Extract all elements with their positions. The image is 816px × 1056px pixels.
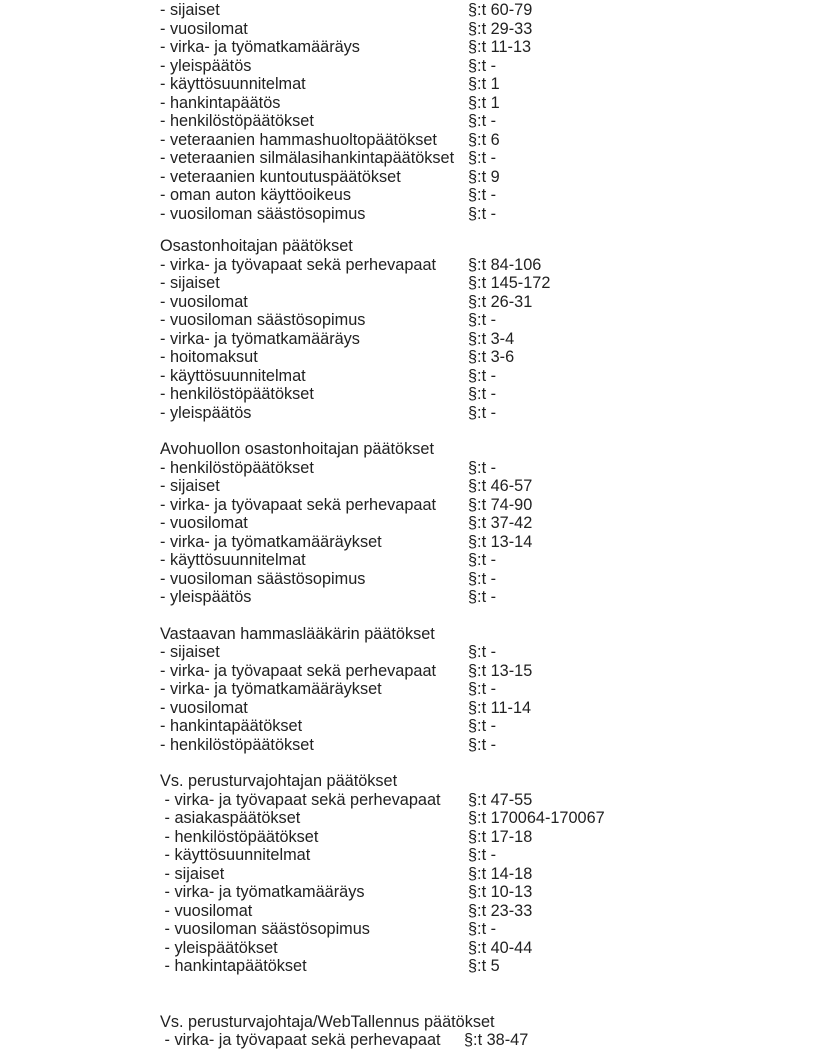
item-ref: §:t -: [468, 569, 497, 588]
item-ref: §:t -: [468, 588, 497, 606]
item-ref: §:t -: [468, 56, 497, 75]
decision-section: [160, 1, 816, 223]
item-label: - virka- ja työvapaat sekä perhevapaat: [160, 495, 437, 514]
item-label: - vuosilomat: [160, 292, 248, 311]
list-item: [160, 149, 816, 168]
item-label: - vuosilomat: [160, 514, 248, 532]
item-ref: §:t 74-90: [468, 495, 533, 514]
list-item: [160, 588, 816, 607]
item-ref: §:t -: [468, 717, 497, 735]
list-item: [160, 274, 816, 293]
item-label: - yleispäätös: [160, 588, 252, 606]
list-item: [160, 385, 816, 404]
item-ref: §:t -: [468, 643, 497, 661]
item-ref: §:t -: [468, 403, 497, 422]
item-label: - asiakaspäätökset: [160, 809, 301, 827]
item-ref: §:t 5: [468, 957, 500, 975]
item-label: - henkilöstöpäätökset: [160, 735, 314, 754]
list-item: [160, 920, 816, 939]
section-items: [160, 791, 816, 976]
item-ref: §:t -: [468, 366, 497, 385]
item-label: - yleispäätökset: [160, 938, 278, 957]
item-label: - käyttösuunnitelmat: [160, 551, 306, 569]
item-label: - käyttösuunnitelmat: [160, 75, 306, 93]
list-item: [160, 1, 816, 20]
item-ref: §:t 60-79: [468, 1, 533, 19]
item-ref: §:t 1: [468, 93, 500, 112]
item-label: - vuosilomat: [160, 19, 248, 38]
item-ref: §:t 11-14: [468, 698, 532, 717]
list-item: [160, 311, 816, 330]
item-label: - virka- ja työvapaat sekä perhevapaat: [160, 790, 441, 809]
list-item: [160, 348, 816, 367]
list-item: [160, 551, 816, 570]
item-ref: §:t 10-13: [468, 883, 533, 901]
item-label: - virka- ja työvapaat sekä perhevapaat: [160, 661, 437, 680]
list-item: [160, 57, 816, 76]
list-item: [160, 680, 816, 699]
item-label: - virka- ja työmatkamääräys: [160, 38, 360, 56]
list-item: [160, 809, 816, 828]
list-item: [160, 20, 816, 39]
decision-section: [160, 1013, 816, 1050]
list-item: [160, 699, 816, 718]
list-item: [160, 404, 816, 423]
section-heading: Vs. perusturvajohtaja/WebTallennus päätökset: [160, 1012, 495, 1031]
item-label: - yleispäätös: [160, 403, 252, 422]
item-ref: §:t -: [468, 385, 497, 403]
item-label: - käyttösuunnitelmat: [160, 366, 306, 385]
decision-section: [160, 237, 816, 422]
decision-sections-list: [160, 1, 816, 1050]
item-ref: §:t 46-57: [468, 477, 533, 495]
item-ref: §:t -: [468, 458, 497, 477]
list-item: [160, 112, 816, 131]
list-item: [160, 865, 816, 884]
list-item: [160, 75, 816, 94]
item-label: - oman auton käyttöoikeus: [160, 186, 351, 204]
item-ref: §:t 23-33: [468, 901, 533, 920]
item-ref: §:t 38-47: [464, 1031, 529, 1049]
item-ref: §:t -: [468, 846, 497, 864]
list-item: [160, 662, 816, 681]
item-ref: §:t -: [468, 311, 497, 329]
decision-section: [160, 625, 816, 755]
item-ref: §:t 17-18: [468, 827, 533, 846]
item-label: - hankintapäätös: [160, 93, 281, 112]
section-items: [160, 643, 816, 754]
list-item: [160, 514, 816, 533]
item-ref: §:t 145-172: [468, 274, 551, 292]
list-item: [160, 367, 816, 386]
list-item: [160, 205, 816, 224]
item-ref: §:t -: [468, 186, 497, 204]
list-item: [160, 168, 816, 187]
list-item: [160, 293, 816, 312]
item-ref: §:t 37-42: [468, 514, 533, 532]
item-ref: §:t 29-33: [468, 19, 533, 38]
list-item: [160, 957, 816, 976]
item-ref: §:t -: [468, 112, 497, 130]
list-item: [160, 883, 816, 902]
section-heading: Vastaavan hammaslääkärin päätökset: [160, 624, 435, 643]
item-label: - sijaiset: [160, 864, 225, 883]
section-heading: Vs. perusturvajohtajan päätökset: [160, 772, 398, 790]
item-label: - henkilöstöpäätökset: [160, 827, 319, 846]
item-label: - henkilöstöpäätökset: [160, 385, 314, 403]
item-ref: §:t 3-6: [468, 348, 515, 366]
item-ref: §:t 1: [468, 75, 500, 93]
section-items: [160, 459, 816, 607]
list-item: [160, 186, 816, 205]
item-label: - virka- ja työvapaat sekä perhevapaat: [160, 255, 437, 274]
item-ref: §:t 9: [468, 167, 500, 186]
list-item: [160, 570, 816, 589]
item-ref: §:t -: [468, 204, 497, 223]
decision-section: [160, 772, 816, 976]
item-ref: §:t 84-106: [468, 255, 542, 274]
list-item: [160, 939, 816, 958]
item-ref: §:t 3-4: [468, 329, 515, 348]
list-item: [160, 330, 816, 349]
item-label: - virka- ja työmatkamääräys: [160, 883, 365, 901]
item-label: - vuosiloman säästösopimus: [160, 204, 366, 223]
list-item: [160, 496, 816, 515]
item-label: - hoitomaksut: [160, 348, 258, 366]
section-items: [160, 256, 816, 423]
item-label: - veteraanien silmälasihankintapäätökset: [160, 149, 455, 167]
item-ref: §:t 13-15: [468, 661, 533, 680]
item-ref: §:t 40-44: [468, 938, 533, 957]
list-item: [160, 131, 816, 150]
item-label: - käyttösuunnitelmat: [160, 846, 311, 864]
list-item: [160, 1031, 816, 1050]
item-label: - virka- ja työmatkamääräykset: [160, 532, 382, 551]
item-label: - yleispäätös: [160, 56, 252, 75]
item-ref: §:t -: [468, 551, 497, 569]
list-item: [160, 459, 816, 478]
decision-section: [160, 440, 816, 607]
item-ref: §:t -: [468, 149, 497, 167]
list-item: [160, 717, 816, 736]
list-item: [160, 477, 816, 496]
item-ref: §:t 47-55: [468, 790, 533, 809]
item-label: - hankintapäätökset: [160, 717, 303, 735]
item-ref: §:t 14-18: [468, 864, 533, 883]
list-item: [160, 38, 816, 57]
item-label: - vuosiloman säästösopimus: [160, 569, 366, 588]
section-heading: Avohuollon osastonhoitajan päätökset: [160, 440, 434, 458]
item-label: - virka- ja työmatkamääräykset: [160, 680, 382, 698]
item-label: - vuosilomat: [160, 901, 253, 920]
section-heading: Osastonhoitajan päätökset: [160, 237, 353, 255]
item-ref: §:t 11-13: [468, 38, 532, 56]
item-label: - veteraanien hammashuoltopäätökset: [160, 130, 437, 149]
item-label: - sijaiset: [160, 643, 220, 661]
list-item: [160, 643, 816, 662]
item-label: - sijaiset: [160, 477, 220, 495]
item-label: - hankintapäätökset: [160, 957, 307, 975]
item-label: - henkilöstöpäätökset: [160, 112, 314, 130]
item-label: - sijaiset: [160, 1, 220, 19]
item-ref: §:t -: [468, 920, 497, 938]
list-item: [160, 533, 816, 552]
list-item: [160, 791, 816, 810]
list-item: [160, 736, 816, 755]
item-label: - vuosilomat: [160, 698, 248, 717]
item-label: - vuosiloman säästösopimus: [160, 920, 370, 938]
item-label: - vuosiloman säästösopimus: [160, 311, 366, 329]
item-label: - sijaiset: [160, 274, 220, 292]
item-ref: §:t 6: [468, 130, 500, 149]
item-ref: §:t 13-14: [468, 532, 533, 551]
section-items: [160, 1031, 816, 1050]
item-label: - virka- ja työvapaat sekä perhevapaat: [160, 1031, 441, 1049]
list-item: [160, 828, 816, 847]
item-label: - virka- ja työmatkamääräys: [160, 329, 360, 348]
list-item: [160, 94, 816, 113]
item-ref: §:t 26-31: [468, 292, 533, 311]
item-label: - veteraanien kuntoutuspäätökset: [160, 167, 401, 186]
list-item: [160, 902, 816, 921]
section-items: [160, 1, 816, 223]
item-ref: §:t -: [468, 680, 497, 698]
list-item: [160, 846, 816, 865]
list-item: [160, 256, 816, 275]
item-ref: §:t -: [468, 735, 497, 754]
item-label: - henkilöstöpäätökset: [160, 458, 314, 477]
item-ref: §:t 170064-170067: [468, 809, 605, 827]
